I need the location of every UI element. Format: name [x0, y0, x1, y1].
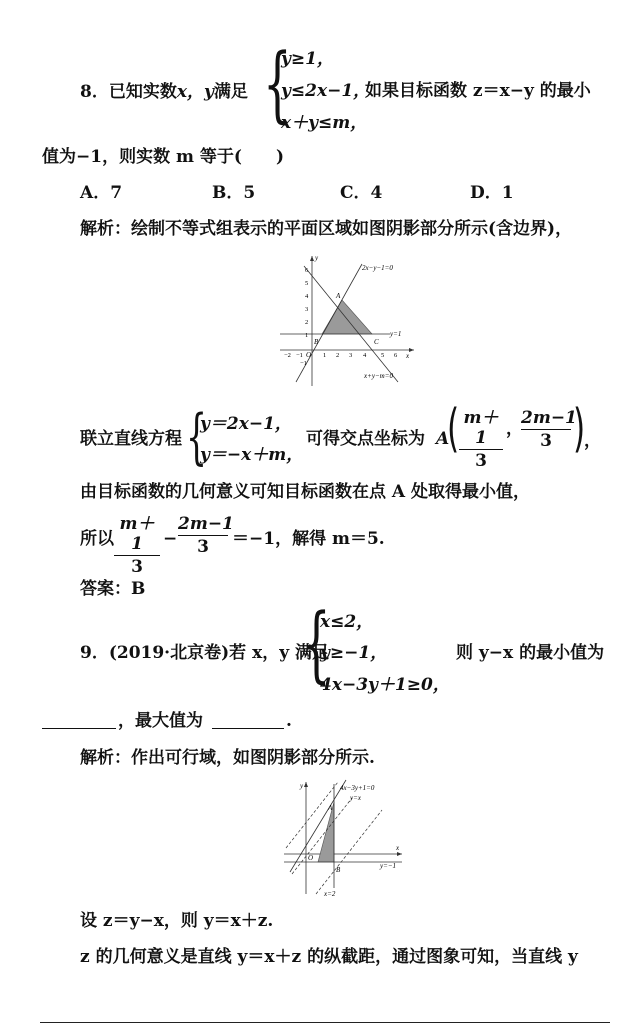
q8-label-C: C: [374, 338, 379, 346]
q9-system-row-2: y≥−1，: [320, 643, 388, 663]
q8-y-axis-arrow: [310, 256, 314, 261]
q8-analysis-label: 解析：: [80, 219, 131, 239]
q8-point-x-den: 3: [475, 451, 487, 471]
q8-label-line3: x+y−m=0: [364, 372, 393, 380]
q8-xtick: 6: [394, 352, 398, 359]
q9-label-x: x: [396, 844, 400, 852]
q9-label-line4: x=2: [324, 890, 336, 898]
q8-eq-frac-2-num: 2m−1: [178, 514, 234, 534]
q8-number-text: 8．已知实数: [80, 82, 177, 102]
q8-point-name: A: [436, 429, 450, 449]
q8-analysis: [80, 218, 572, 240]
q8-eq-minus: −: [163, 529, 178, 549]
q8-label-line1: 2x−y−1=0: [362, 264, 393, 272]
q8-so-lead: 所以: [80, 529, 114, 549]
q9-line2-end: .: [286, 711, 292, 731]
q8-xtick: 4: [363, 352, 367, 359]
q8-label-O: O: [306, 351, 312, 359]
page-bottom-rule: [40, 1022, 610, 1023]
q8-geo-line: 由目标函数的几何意义可知目标函数在点 A 处取得最小值，: [80, 482, 531, 502]
q8-satisfies: 满足: [213, 82, 248, 102]
q9-label-O: O: [308, 854, 314, 862]
q8-left-paren: (: [447, 399, 460, 459]
q9-analysis-label: 解析：: [80, 748, 131, 768]
q8-eq-frac-2-den: 3: [197, 537, 209, 557]
q9-tail: 则 y−x 的最小值为: [456, 643, 605, 663]
q9-y-axis-arrow: [304, 782, 308, 787]
q8-label-x: x: [406, 352, 410, 360]
q8-option-c: C．4: [340, 183, 383, 203]
q9-answer-blank-2[interactable]: [212, 728, 284, 729]
q8-feasible-region-graph: [278, 252, 418, 390]
q8-system-row-1: y≥1，: [281, 49, 334, 69]
q9-line-yx: [292, 798, 352, 874]
q9-feasible-region-graph: [282, 776, 406, 900]
q9-label-line1: 4x−3y+1=0: [340, 784, 375, 792]
q8-point-x-bar: [459, 449, 503, 450]
q9-line-4x-3y-1: [290, 780, 346, 872]
q9-answer-blank-1[interactable]: [42, 728, 116, 729]
q9-analysis: [80, 747, 375, 769]
q9-x-axis-arrow: [397, 852, 402, 856]
q9-label-A: A: [328, 804, 333, 812]
q9-label-line2: y=x: [350, 794, 361, 802]
q8-xtick: −2: [284, 352, 291, 359]
q8-eq-frac-1-den: 3: [131, 557, 143, 577]
q9-system-row-1: x≤2，: [320, 612, 374, 632]
q9-line2-mid: ，最大值为: [118, 711, 203, 731]
q8-solve-lead: 联立直线方程: [80, 429, 182, 449]
q8-point-y-num: 2m−1: [521, 408, 577, 428]
q9-label-y: y: [300, 782, 304, 790]
q9-analysis-text: 作出可行域，如图阴影部分所示.: [131, 748, 375, 768]
q8-solve-row-2: y＝−x＋m，: [200, 445, 304, 465]
q8-eq-frac-1-bar: [114, 555, 160, 556]
q8-label-A: A: [336, 292, 341, 300]
q8-xtick: −1: [296, 352, 303, 359]
q8-eq-frac-1-num: m＋1: [119, 514, 155, 554]
q8-system-row-3: x＋y≤m，: [281, 113, 368, 133]
q8-point-end: ，: [584, 431, 601, 451]
q8-xtick: 5: [381, 352, 385, 359]
q8-system-brace: {: [263, 37, 292, 132]
q9-last-line: z 的几何意义是直线 y＝x＋z 的纵截距，通过图象可知，当直线 y: [80, 947, 578, 967]
q8-label-line2: y=1: [390, 330, 402, 338]
q9-label-B: B: [336, 866, 341, 874]
q8-ytick: 6: [305, 267, 309, 274]
q9-set-line: 设 z＝y−x，则 y＝x＋z.: [80, 911, 274, 931]
q8-label-y: y: [315, 254, 319, 262]
q8-ytick: 2: [305, 319, 309, 326]
q8-xtick: 2: [336, 352, 340, 359]
q8-ytick: −1: [300, 360, 307, 367]
q8-eq-frac-2: [178, 514, 234, 557]
q8-point-sep: ，: [506, 419, 523, 439]
q8-option-a: A．7: [80, 183, 123, 203]
q8-point-y-frac: [521, 408, 577, 451]
q8-ytick: 3: [305, 306, 309, 313]
q8-ytick: 4: [305, 293, 309, 300]
q8-solve-row-1: y＝2x−1，: [200, 414, 292, 434]
q8-xtick: 3: [349, 352, 353, 359]
q8-option-d: D．1: [470, 183, 514, 203]
q8-line2: 值为−1，则实数 m 等于( ): [42, 147, 284, 167]
q9-system-row-3: 4x−3y＋1≥0，: [320, 675, 450, 695]
q8-solve-brace: {: [186, 402, 208, 472]
q8-point-x-num: m＋1: [463, 408, 499, 448]
q8-lead: [80, 81, 248, 103]
q8-point-x-frac: [459, 408, 503, 471]
q8-xtick: 1: [323, 352, 327, 359]
q8-system-row-2: y≤2x−1，: [281, 81, 371, 101]
q8-x-axis-arrow: [409, 348, 414, 352]
q8-option-b: B．5: [212, 183, 256, 203]
q8-solve-mid: 可得交点坐标为: [306, 429, 425, 449]
q8-label-B: B: [314, 338, 319, 346]
q8-eq-tail: ＝−1，解得 m＝5.: [232, 529, 385, 549]
q8-vars: x，y: [176, 82, 214, 102]
q8-eq-frac-1: [114, 514, 160, 577]
q8-eq-frac-2-bar: [178, 535, 228, 536]
q8-ytick: 1: [305, 332, 309, 339]
q8-ytick: 5: [305, 280, 309, 287]
q8-point-y-bar: [521, 429, 571, 430]
q9-system-brace: {: [302, 597, 331, 692]
q8-point-y-den: 3: [540, 431, 552, 451]
q9-label-line3: y=−1: [380, 862, 397, 870]
q8-tail: 如果目标函数 z＝x−y 的最小: [365, 81, 591, 101]
q8-answer: 答案：B: [80, 579, 146, 599]
q8-shaded-region: [322, 300, 372, 334]
q9-lead: 9．(2019·北京卷)若 x，y 满足: [80, 643, 329, 663]
q8-right-paren: ): [573, 399, 586, 459]
q8-analysis-text: 绘制不等式组表示的平面区域如图阴影部分所示(含边界)，: [131, 219, 573, 239]
